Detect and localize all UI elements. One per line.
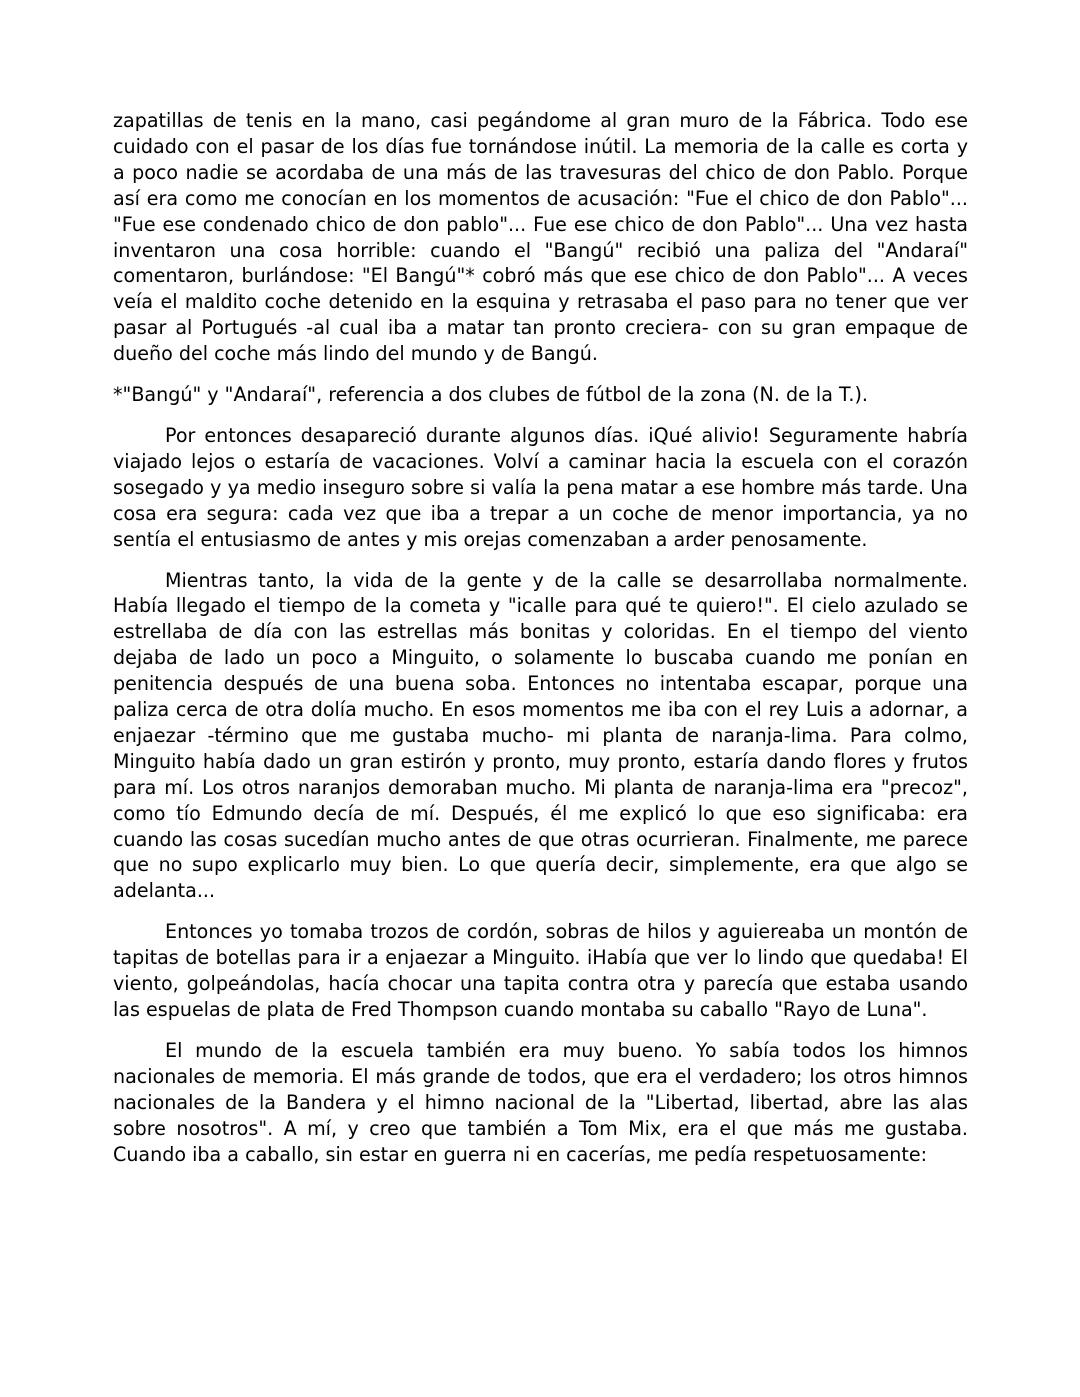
paragraph-continuation: zapatillas de tenis en la mano, casi pegándome al gran muro de la Fábrica. Todo ese cuidado con el pasar de los días fue tornándose inútil. La memoria de la calle es corta y a poco nadie se acordaba de una más de las travesuras del chico de don Pablo. Porque así era como me conocían en los momentos de acusación: "Fue el chico de don Pablo"... "Fue ese condenado chico de don pablo"... Fue ese chico de don Pablo"... Una vez hasta inventaron una cosa horrible: cuando el "Bangú" recibió una paliza del "Andaraí" comentaron, burlándose: "El Bangú"* cobró más que ese chico de don Pablo"... A veces veía el maldito coche detenido en la esquina y retrasaba el paso para no tener que ver pasar al Portugués -al cual iba a matar tan pronto creciera- con su gran empaque de dueño del coche más lindo del mundo y de Bangú. bbox=[113, 109, 968, 366]
paragraph-el-mundo-de-la-escuela: El mundo de la escuela también era muy bueno. Yo sabía todos los himnos nacionales de memoria. El más grande de todos, que era el verdadero; los otros himnos nacionales de la Bandera y el himno nacional de la "Libertad, libertad, abre las alas sobre nosotros". A mí, y creo que también a Tom Mix, era el que más me gustaba. Cuando iba a caballo, sin estar en guerra ni en cacerías, me pedía respetuosamente: bbox=[113, 1038, 968, 1166]
paragraph-por-entonces: Por entonces desapareció durante algunos días. iQué alivio! Seguramente habría viajado lejos o estaría de vacaciones. Volví a caminar hacia la escuela con el corazón sosegado y ya medio inseguro sobre si valía la pena matar a ese hombre más tarde. Una cosa era segura: cada vez que iba a trepar a un coche de menor importancia, ya no sentía el entusiasmo de antes y mis orejas comenzaban a arder penosamente. bbox=[113, 423, 968, 551]
text-column bbox=[113, 108, 968, 1167]
paragraph-entonces-yo-tomaba: Entonces yo tomaba trozos de cordón, sobras de hilos y aguiereaba un montón de tapitas de botellas para ir a enjaezar a Minguito. iHabía que ver lo lindo que quedaba! El viento, golpeándolas, hacía chocar una tapita contra otra y parecía que estaba usando las espuelas de plata de Fred Thompson cuando montaba su caballo "Rayo de Luna". bbox=[113, 920, 968, 1021]
paragraph-mientras-tanto: Mientras tanto, la vida de la gente y de la calle se desarrollaba normalmente. Había llegado el tiempo de la cometa y "icalle para qué te quiero!". El cielo azulado se estrellaba de día con las estrellas más bonitas y coloridas. En el tiempo del viento dejaba de lado un poco a Minguito, o solamente lo buscaba cuando me ponían en penitencia después de una buena soba. Entonces no intentaba escapar, porque una paliza cerca de otra dolía mucho. En esos momentos me iba con el rey Luis a adornar, a enjaezar -término que me gustaba mucho- mi planta de naranja-lima. Para colmo, Minguito había dado un gran estirón y pronto, muy pronto, estaría dando flores y frutos para mí. Los otros naranjos demoraban mucho. Mi planta de naranja-lima era "precoz", como tío Edmundo decía de mí. Después, él me explicó lo que eso significaba: era cuando las cosas sucedían mucho antes de que otras ocurrieran. Finalmente, me parece que no supo explicarlo muy bien. Lo que quería decir, simplemente, era que algo se adelanta... bbox=[113, 568, 968, 903]
footnote-translator-note: *"Bangú" y "Andaraí", referencia a dos clubes de fútbol de la zona (N. de la T.). bbox=[113, 383, 868, 407]
